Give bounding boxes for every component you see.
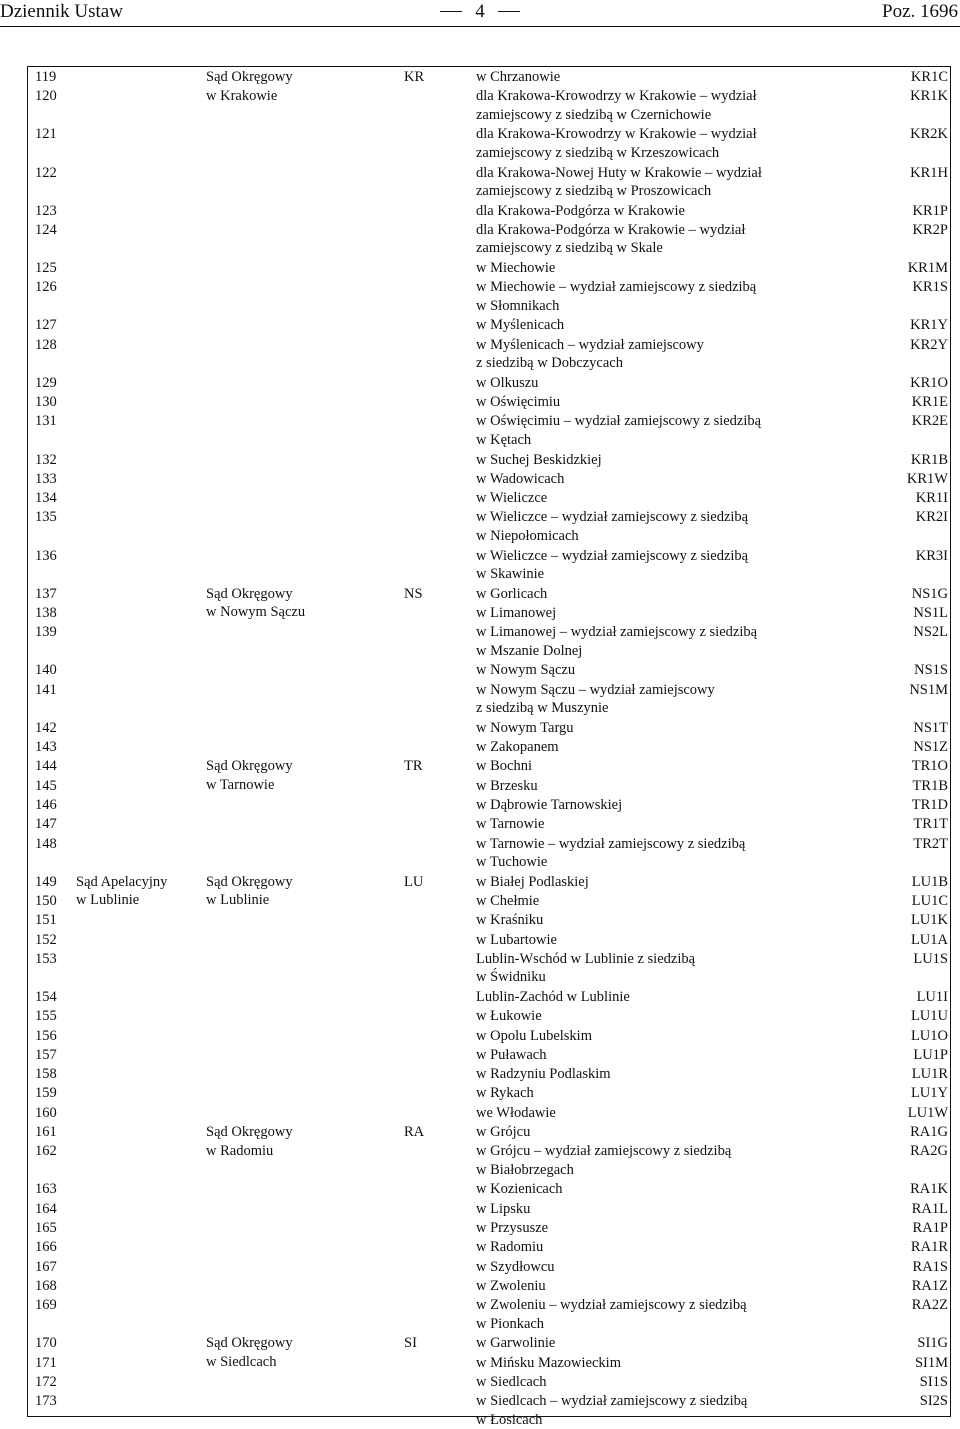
court-symbol: KR1B xyxy=(910,451,948,468)
district-court-label: Sąd Okręgowy xyxy=(206,1124,293,1140)
court-symbol: LU1K xyxy=(910,912,948,929)
court-name-line2: w Mszanie Dolnej xyxy=(476,642,583,659)
court-name-line2: z siedzibą w Dobczycach xyxy=(476,355,623,372)
court-symbol: KR1P xyxy=(912,202,948,219)
court-symbol: NS1Z xyxy=(913,739,948,755)
row-number: 147 xyxy=(35,816,57,833)
court-symbol: LU1O xyxy=(910,1027,948,1044)
row-number: 138 xyxy=(35,604,57,621)
district-court-code: RA xyxy=(404,1124,425,1140)
court-name: w Kraśniku xyxy=(476,912,544,929)
journal-title: Dziennik Ustaw xyxy=(0,1,123,22)
row-number: 155 xyxy=(35,1008,57,1025)
court-symbol: KR2I xyxy=(915,509,948,526)
row-number: 128 xyxy=(35,336,57,353)
district-court-code: KR xyxy=(404,69,425,85)
court-name: w Siedlcach – wydział zamiejscowy z siedzibą xyxy=(476,1393,748,1410)
appeal-court-city: w Lublinie xyxy=(76,892,140,909)
court-symbol: NS1S xyxy=(914,662,948,679)
district-court-code: NS xyxy=(404,585,423,602)
row-number: 122 xyxy=(35,164,57,181)
court-symbol: SI1S xyxy=(919,1373,948,1390)
court-symbol: TR1B xyxy=(912,777,948,794)
row-number: 152 xyxy=(35,931,57,948)
row-number: 144 xyxy=(35,758,57,775)
court-name: w Zwoleniu xyxy=(476,1277,546,1294)
row-number: 173 xyxy=(35,1393,57,1410)
court-symbol: RA1Z xyxy=(911,1277,948,1294)
court-symbol: RA1G xyxy=(910,1124,948,1140)
court-symbol: KR2E xyxy=(911,413,948,430)
court-name-line2: w Świdniku xyxy=(476,969,546,986)
row-number: 124 xyxy=(35,221,57,238)
header-rule xyxy=(0,26,960,27)
row-number: 159 xyxy=(35,1085,57,1102)
court-name: w Kozienicach xyxy=(476,1181,563,1198)
court-name: dla Krakowa-Krowodrzy w Krakowie – wydział xyxy=(476,88,757,105)
court-name-line2: w Białobrzegach xyxy=(476,1161,574,1178)
court-symbol: KR1H xyxy=(910,164,948,181)
court-name: w Brzesku xyxy=(476,777,538,794)
court-name-line2: z siedzibą w Muszynie xyxy=(476,700,609,717)
row-number: 161 xyxy=(35,1124,57,1140)
court-name-line2: zamiejscowy z siedzibą w Krzeszowicach xyxy=(476,144,720,161)
court-symbol: NS2L xyxy=(913,624,948,641)
row-number: 133 xyxy=(35,470,57,487)
court-symbol: RA1P xyxy=(912,1220,948,1236)
court-name: w Gorlicach xyxy=(476,585,548,602)
court-name-line2: w Kętach xyxy=(476,431,532,448)
position-number: Poz. 1696 xyxy=(882,1,958,22)
court-name: w Tarnowie – wydział zamiejscowy z siedzibą xyxy=(476,835,746,852)
district-court-code: TR xyxy=(404,758,423,775)
court-name: w Olkuszu xyxy=(476,374,539,391)
row-number: 169 xyxy=(35,1297,57,1314)
court-name: dla Krakowa-Podgórza w Krakowie – wydział xyxy=(476,221,746,238)
row-number: 135 xyxy=(35,509,57,526)
district-court-code: LU xyxy=(404,873,424,890)
court-symbol: LU1B xyxy=(911,873,948,890)
court-name: w Opolu Lubelskim xyxy=(476,1027,592,1044)
court-symbol: KR1I xyxy=(915,490,948,507)
court-name-line2: w Słomnikach xyxy=(476,297,560,314)
court-symbol: KR1C xyxy=(910,69,948,85)
court-name: w Myślenicach – wydział zamiejscowy xyxy=(476,336,704,353)
court-name: w Wadowicach xyxy=(476,470,565,487)
page-number: 4 xyxy=(475,1,485,22)
district-court-city: w Radomiu xyxy=(206,1142,274,1159)
row-number: 164 xyxy=(35,1200,57,1217)
court-name: Lublin-Wschód w Lublinie z siedzibą xyxy=(476,950,696,967)
district-court-label: Sąd Okręgowy xyxy=(206,1335,293,1352)
court-symbol: RA1S xyxy=(912,1258,948,1275)
court-name-line2: w Niepołomicach xyxy=(476,527,579,544)
court-name: w Lipsku xyxy=(476,1200,531,1217)
court-symbol: KR3I xyxy=(915,547,948,564)
row-number: 119 xyxy=(35,69,57,85)
court-name: w Mińsku Mazowieckim xyxy=(476,1354,621,1371)
row-number: 129 xyxy=(35,374,57,391)
court-name: w Limanowej xyxy=(476,604,557,621)
district-court-label: Sąd Okręgowy xyxy=(206,585,293,602)
row-number: 163 xyxy=(35,1181,57,1198)
row-number: 157 xyxy=(35,1046,57,1063)
court-name: w Zakopanem xyxy=(476,739,559,755)
court-name: w Myślenicach xyxy=(476,317,565,334)
district-court-city: w Siedlcach xyxy=(206,1353,277,1370)
district-court-city: w Lublinie xyxy=(206,892,270,909)
court-name: w Chełmie xyxy=(476,892,540,909)
district-court-city: w Krakowie xyxy=(206,87,278,104)
page-number-dash-left xyxy=(440,11,462,12)
court-name: w Nowym Targu xyxy=(476,719,574,736)
court-name: we Włodawie xyxy=(476,1104,556,1121)
row-number: 140 xyxy=(35,662,57,679)
row-number: 165 xyxy=(35,1220,57,1236)
court-symbol: TR2T xyxy=(913,835,948,852)
row-number: 151 xyxy=(35,912,57,929)
court-symbol: NS1G xyxy=(911,585,948,602)
court-name: dla Krakowa-Nowej Huty w Krakowie – wydział xyxy=(476,164,762,181)
row-number: 125 xyxy=(35,260,57,276)
court-name: dla Krakowa-Podgórza w Krakowie xyxy=(476,202,685,219)
court-name: w Szydłowcu xyxy=(476,1258,555,1275)
page-number-dash-right xyxy=(498,11,520,12)
appeal-court-label: Sąd Apelacyjny xyxy=(76,873,168,890)
court-name: w Oświęcimiu xyxy=(476,394,561,411)
court-name: w Tarnowie xyxy=(476,816,545,833)
row-number: 160 xyxy=(35,1104,57,1121)
court-name: w Rykach xyxy=(476,1085,534,1102)
court-symbol: KR1K xyxy=(910,88,948,105)
court-symbol: SI2S xyxy=(919,1393,948,1410)
court-symbol: RA1R xyxy=(910,1239,948,1256)
court-name: w Suchej Beskidzkiej xyxy=(476,451,602,468)
court-symbol: LU1C xyxy=(911,892,948,909)
court-name-line2: zamiejscowy z siedzibą w Proszowicach xyxy=(476,183,712,199)
court-name: w Miechowie – wydział zamiejscowy z siedzibą xyxy=(476,279,757,296)
court-name-line2: zamiejscowy z siedzibą w Skale xyxy=(476,240,663,257)
court-name: w Wieliczce – wydział zamiejscowy z siedzibą xyxy=(476,547,749,564)
court-symbol: NS1L xyxy=(913,604,948,621)
row-number: 150 xyxy=(35,892,57,909)
court-symbol: LU1Y xyxy=(910,1085,948,1102)
court-symbol: KR2Y xyxy=(910,336,948,353)
court-name: w Grójcu xyxy=(476,1124,531,1140)
court-symbol: SI1M xyxy=(914,1354,948,1371)
court-symbol: RA1L xyxy=(911,1200,948,1217)
row-number: 145 xyxy=(35,777,57,794)
row-number: 168 xyxy=(35,1277,57,1294)
court-name: w Nowym Sączu xyxy=(476,662,576,679)
court-name: w Wieliczce – wydział zamiejscowy z siedzibą xyxy=(476,509,749,526)
row-number: 146 xyxy=(35,796,57,813)
row-number: 130 xyxy=(35,394,57,411)
row-number: 156 xyxy=(35,1027,57,1044)
court-symbol: KR2P xyxy=(912,221,948,238)
court-name: w Dąbrowie Tarnowskiej xyxy=(476,796,623,813)
court-symbol: LU1U xyxy=(910,1008,948,1025)
row-number: 127 xyxy=(35,317,57,334)
page-header xyxy=(0,0,960,26)
court-symbol: TR1O xyxy=(911,758,948,775)
row-number: 170 xyxy=(35,1335,57,1352)
court-symbol: KR1W xyxy=(906,470,948,487)
row-number: 158 xyxy=(35,1066,57,1083)
court-name: w Limanowej – wydział zamiejscowy z siedzibą xyxy=(476,624,758,641)
row-number: 148 xyxy=(35,835,57,852)
row-number: 171 xyxy=(35,1354,57,1371)
row-number: 172 xyxy=(35,1373,57,1390)
row-number: 139 xyxy=(35,624,57,641)
row-number: 141 xyxy=(35,681,57,698)
court-symbol: LU1P xyxy=(913,1046,948,1063)
court-symbol: LU1A xyxy=(910,931,948,948)
court-symbol: KR1O xyxy=(910,374,948,391)
row-number: 167 xyxy=(35,1258,57,1275)
court-symbol: LU1R xyxy=(911,1066,948,1083)
court-symbol: SI1G xyxy=(917,1335,948,1352)
row-number: 136 xyxy=(35,547,57,564)
court-name: w Wieliczce xyxy=(476,490,548,507)
court-name: w Radomiu xyxy=(476,1239,544,1256)
court-name: w Garwolinie xyxy=(476,1335,556,1352)
row-number: 137 xyxy=(35,585,57,602)
court-name: w Radzyniu Podlaskim xyxy=(476,1066,611,1083)
row-number: 120 xyxy=(35,88,57,105)
row-number: 131 xyxy=(35,413,57,430)
district-court-label: Sąd Okręgowy xyxy=(206,758,293,775)
district-court-city: w Tarnowie xyxy=(206,776,275,793)
row-number: 126 xyxy=(35,279,57,296)
court-symbol: LU1S xyxy=(913,950,948,967)
court-symbol: LU1I xyxy=(916,988,948,1005)
court-name: w Białej Podlaskiej xyxy=(476,873,589,890)
court-name: w Lubartowie xyxy=(476,931,557,948)
district-court-city: w Nowym Sączu xyxy=(206,604,306,621)
court-name-line2: w Łosicach xyxy=(476,1411,543,1428)
row-number: 134 xyxy=(35,490,57,507)
court-symbol: KR1Y xyxy=(910,317,948,334)
court-name: w Łukowie xyxy=(476,1008,542,1025)
court-symbol: NS1M xyxy=(909,681,948,698)
court-name: w Bochni xyxy=(476,758,532,775)
row-number: 153 xyxy=(35,950,57,967)
court-symbol: LU1W xyxy=(907,1104,948,1121)
court-symbol: KR1S xyxy=(912,279,948,296)
court-symbol: KR1M xyxy=(907,260,948,276)
court-name: w Grójcu – wydział zamiejscowy z siedzibą xyxy=(476,1143,732,1160)
row-number: 149 xyxy=(35,873,57,890)
court-name-line2: w Tuchowie xyxy=(476,854,548,870)
court-symbol: RA1K xyxy=(910,1181,948,1198)
row-number: 132 xyxy=(35,451,57,468)
court-symbol: NS1T xyxy=(913,719,948,736)
court-symbol: RA2G xyxy=(910,1143,948,1160)
court-name: dla Krakowa-Krowodrzy w Krakowie – wydział xyxy=(476,126,757,143)
district-court-label: Sąd Okręgowy xyxy=(206,69,293,85)
court-symbol: RA2Z xyxy=(911,1297,948,1314)
row-number: 142 xyxy=(35,719,57,736)
court-symbol: TR1T xyxy=(913,816,948,833)
court-name: w Oświęcimiu – wydział zamiejscowy z siedzibą xyxy=(476,413,762,430)
district-court-code: SI xyxy=(404,1335,417,1352)
court-name-line2: w Pionkach xyxy=(476,1315,545,1332)
court-name-line2: w Skawinie xyxy=(476,566,545,582)
court-name: Lublin-Zachód w Lublinie xyxy=(476,988,630,1005)
court-name: w Nowym Sączu – wydział zamiejscowy xyxy=(476,681,715,698)
court-symbol: TR1D xyxy=(911,796,948,813)
row-number: 143 xyxy=(35,739,57,755)
row-number: 162 xyxy=(35,1143,57,1160)
row-number: 154 xyxy=(35,988,57,1005)
court-name: w Puławach xyxy=(476,1046,547,1063)
court-name: w Przysusze xyxy=(476,1220,549,1236)
court-name-line2: zamiejscowy z siedzibą w Czernichowie xyxy=(476,106,712,123)
court-symbol: KR2K xyxy=(910,126,948,143)
court-name: w Zwoleniu – wydział zamiejscowy z siedzibą xyxy=(476,1297,747,1314)
row-number: 123 xyxy=(35,202,57,219)
district-court-label: Sąd Okręgowy xyxy=(206,873,293,890)
court-name: w Siedlcach xyxy=(476,1373,547,1390)
row-number: 121 xyxy=(35,126,57,143)
court-name: w Miechowie xyxy=(476,260,556,276)
court-symbol: KR1E xyxy=(911,394,948,411)
court-name: w Chrzanowie xyxy=(476,69,561,85)
row-number: 166 xyxy=(35,1239,57,1256)
